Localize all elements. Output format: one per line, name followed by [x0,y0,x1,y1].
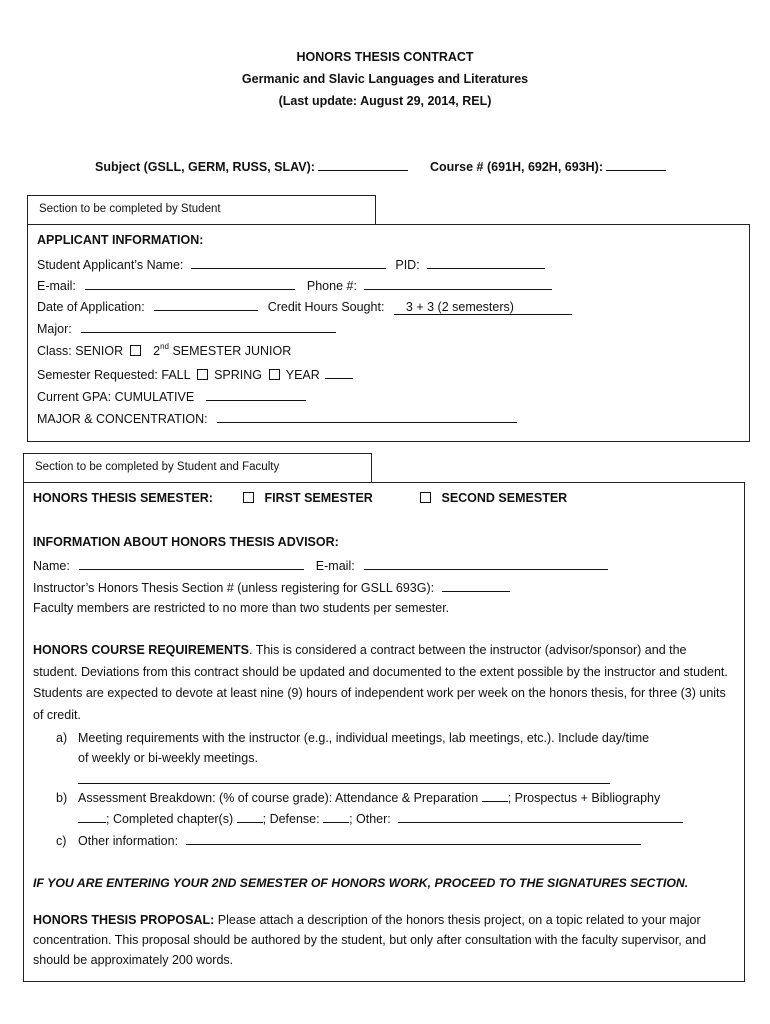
defense-input[interactable] [323,810,349,823]
class-superscript: nd [160,342,169,351]
thesis-semester-heading: HONORS THESIS SEMESTER: [33,491,213,505]
last-update-note: (Last update: August 29, 2014, REL) [278,94,492,108]
department-name: Germanic and Slavic Languages and Literatures [241,72,529,86]
restriction-note: Faculty members are restricted to no more than two students per semester. [33,601,450,615]
date-input[interactable] [154,298,258,311]
item-b-label: b) [56,791,68,805]
first-semester-checkbox[interactable] [243,492,254,503]
email-phone-row [37,277,552,293]
section-number-label: Instructor’s Honors Thesis Section # (unless registering for GSLL 693G): [33,581,435,595]
concentration-input[interactable] [217,410,517,423]
year-input[interactable] [325,366,353,379]
prospectus-input[interactable] [78,810,106,823]
defense-label: ; Defense: [262,812,320,826]
course-input[interactable] [606,158,666,171]
advisor-email-label: E-mail: [315,559,355,573]
other-information-input[interactable] [186,832,641,845]
applicant-name-row [37,256,545,272]
faculty-section-tab: Section to be completed by Student and Faculty [23,453,372,483]
credit-value[interactable]: 3 + 3 (2 semesters) [394,300,572,315]
advisor-heading: INFORMATION ABOUT HONORS THESIS ADVISOR: [33,535,339,549]
item-a-label: a) [56,731,68,745]
assessment-label: Assessment Breakdown: (% of course grade): Attendance & Preparation [78,791,479,805]
first-semester-option[interactable] [240,491,373,505]
requirements-paragraph [33,640,733,726]
date-credit-row [37,298,572,315]
pid-input[interactable] [427,256,545,269]
class-row [37,342,291,358]
gpa-label: Current GPA: CUMULATIVE [37,390,195,404]
spring-checkbox[interactable] [269,369,280,380]
attendance-input[interactable] [482,789,508,802]
proposal-text: Please attach a description of the honors thesis project, on a topic related to your major concentration. This proposal should be authored by the student, but only after consultation with the faculty supervisor, and should be approximately 200 words. [33,913,707,967]
senior-checkbox[interactable] [130,345,141,356]
concentration-row [37,410,517,426]
item-a-line [78,771,610,787]
second-semester-checkbox[interactable] [420,492,431,503]
subject-input[interactable] [318,158,408,171]
credit-label: Credit Hours Sought: [267,300,385,314]
spring-label: SPRING [214,368,263,382]
gpa-input[interactable] [206,388,306,401]
second-semester-label: SECOND SEMESTER [441,491,568,505]
advisor-name-input[interactable] [79,557,304,570]
course-label: Course # (691H, 692H, 693H): [430,160,603,174]
semester-label: Semester Requested: FALL [37,368,191,382]
requirements-text: . This is considered a contract between the instructor (advisor/sponsor) and the student. Deviations from this contract should be updated and documented to the extent possible by the instructor and student. Students are expected to devote at least nine (9) hours of independent work per week on the honors thesis, for three (3) units of credit. [33,643,728,722]
applicant-heading: APPLICANT INFORMATION: [37,233,204,247]
major-input[interactable] [81,320,336,333]
pid-label: PID: [395,258,420,272]
item-c [56,832,641,848]
second-semester-option[interactable] [417,491,567,505]
prospectus-label: ; Prospectus + Bibliography [507,791,661,805]
chapters-input[interactable] [237,810,263,823]
document-title: HONORS THESIS CONTRACT [296,50,474,64]
advisor-name-label: Name: [33,559,70,573]
other-input[interactable] [398,810,683,823]
fall-checkbox[interactable] [197,369,208,380]
phone-label: Phone #: [306,279,357,293]
section-number-row [33,579,510,595]
advisor-name-email-row [33,557,608,573]
major-label: Major: [37,322,72,336]
item-b [56,789,660,805]
year-label: YEAR [285,368,320,382]
section-number-input[interactable] [442,579,510,592]
requirements-heading: HONORS COURSE REQUIREMENTS [33,643,249,657]
proposal-paragraph [33,910,733,970]
item-a-text: Meeting requirements with the instructor (e.g., individual meetings, lab meetings, etc.). Include day/time [78,731,650,745]
concentration-label: MAJOR & CONCENTRATION: [37,412,208,426]
student-section-tab: Section to be completed by Student [27,195,376,225]
email-label: E-mail: [37,279,76,293]
phone-input[interactable] [364,277,552,290]
class-label: Class: SENIOR [37,344,124,358]
class-ordinal: 2 [153,344,161,358]
proposal-heading: HONORS THESIS PROPOSAL: [33,913,215,927]
second-semester-notice: IF YOU ARE ENTERING YOUR 2ND SEMESTER OF HONORS WORK, PROCEED TO THE SIGNATURES SECTION. [33,876,689,890]
chapters-label: ; Completed chapter(s) [106,812,234,826]
applicant-name-input[interactable] [191,256,386,269]
semester-requested-row [37,366,353,382]
applicant-name-label: Student Applicant’s Name: [37,258,184,272]
email-input[interactable] [85,277,295,290]
item-c-label: c) [56,834,67,848]
item-a-continuation: of weekly or bi-weekly meetings. [78,751,258,765]
subject-field [95,158,408,174]
other-label: ; Other: [349,812,391,826]
course-field [430,158,666,174]
other-information-label: Other information: [78,834,179,848]
gpa-row [37,388,306,404]
advisor-email-input[interactable] [364,557,608,570]
subject-label: Subject (GSLL, GERM, RUSS, SLAV): [95,160,315,174]
first-semester-label: FIRST SEMESTER [264,491,373,505]
class-junior-label: SEMESTER JUNIOR [172,344,292,358]
item-b-continuation [78,810,683,826]
meeting-requirements-input[interactable] [78,771,610,784]
major-row [37,320,336,336]
item-a [56,731,649,745]
date-label: Date of Application: [37,300,145,314]
